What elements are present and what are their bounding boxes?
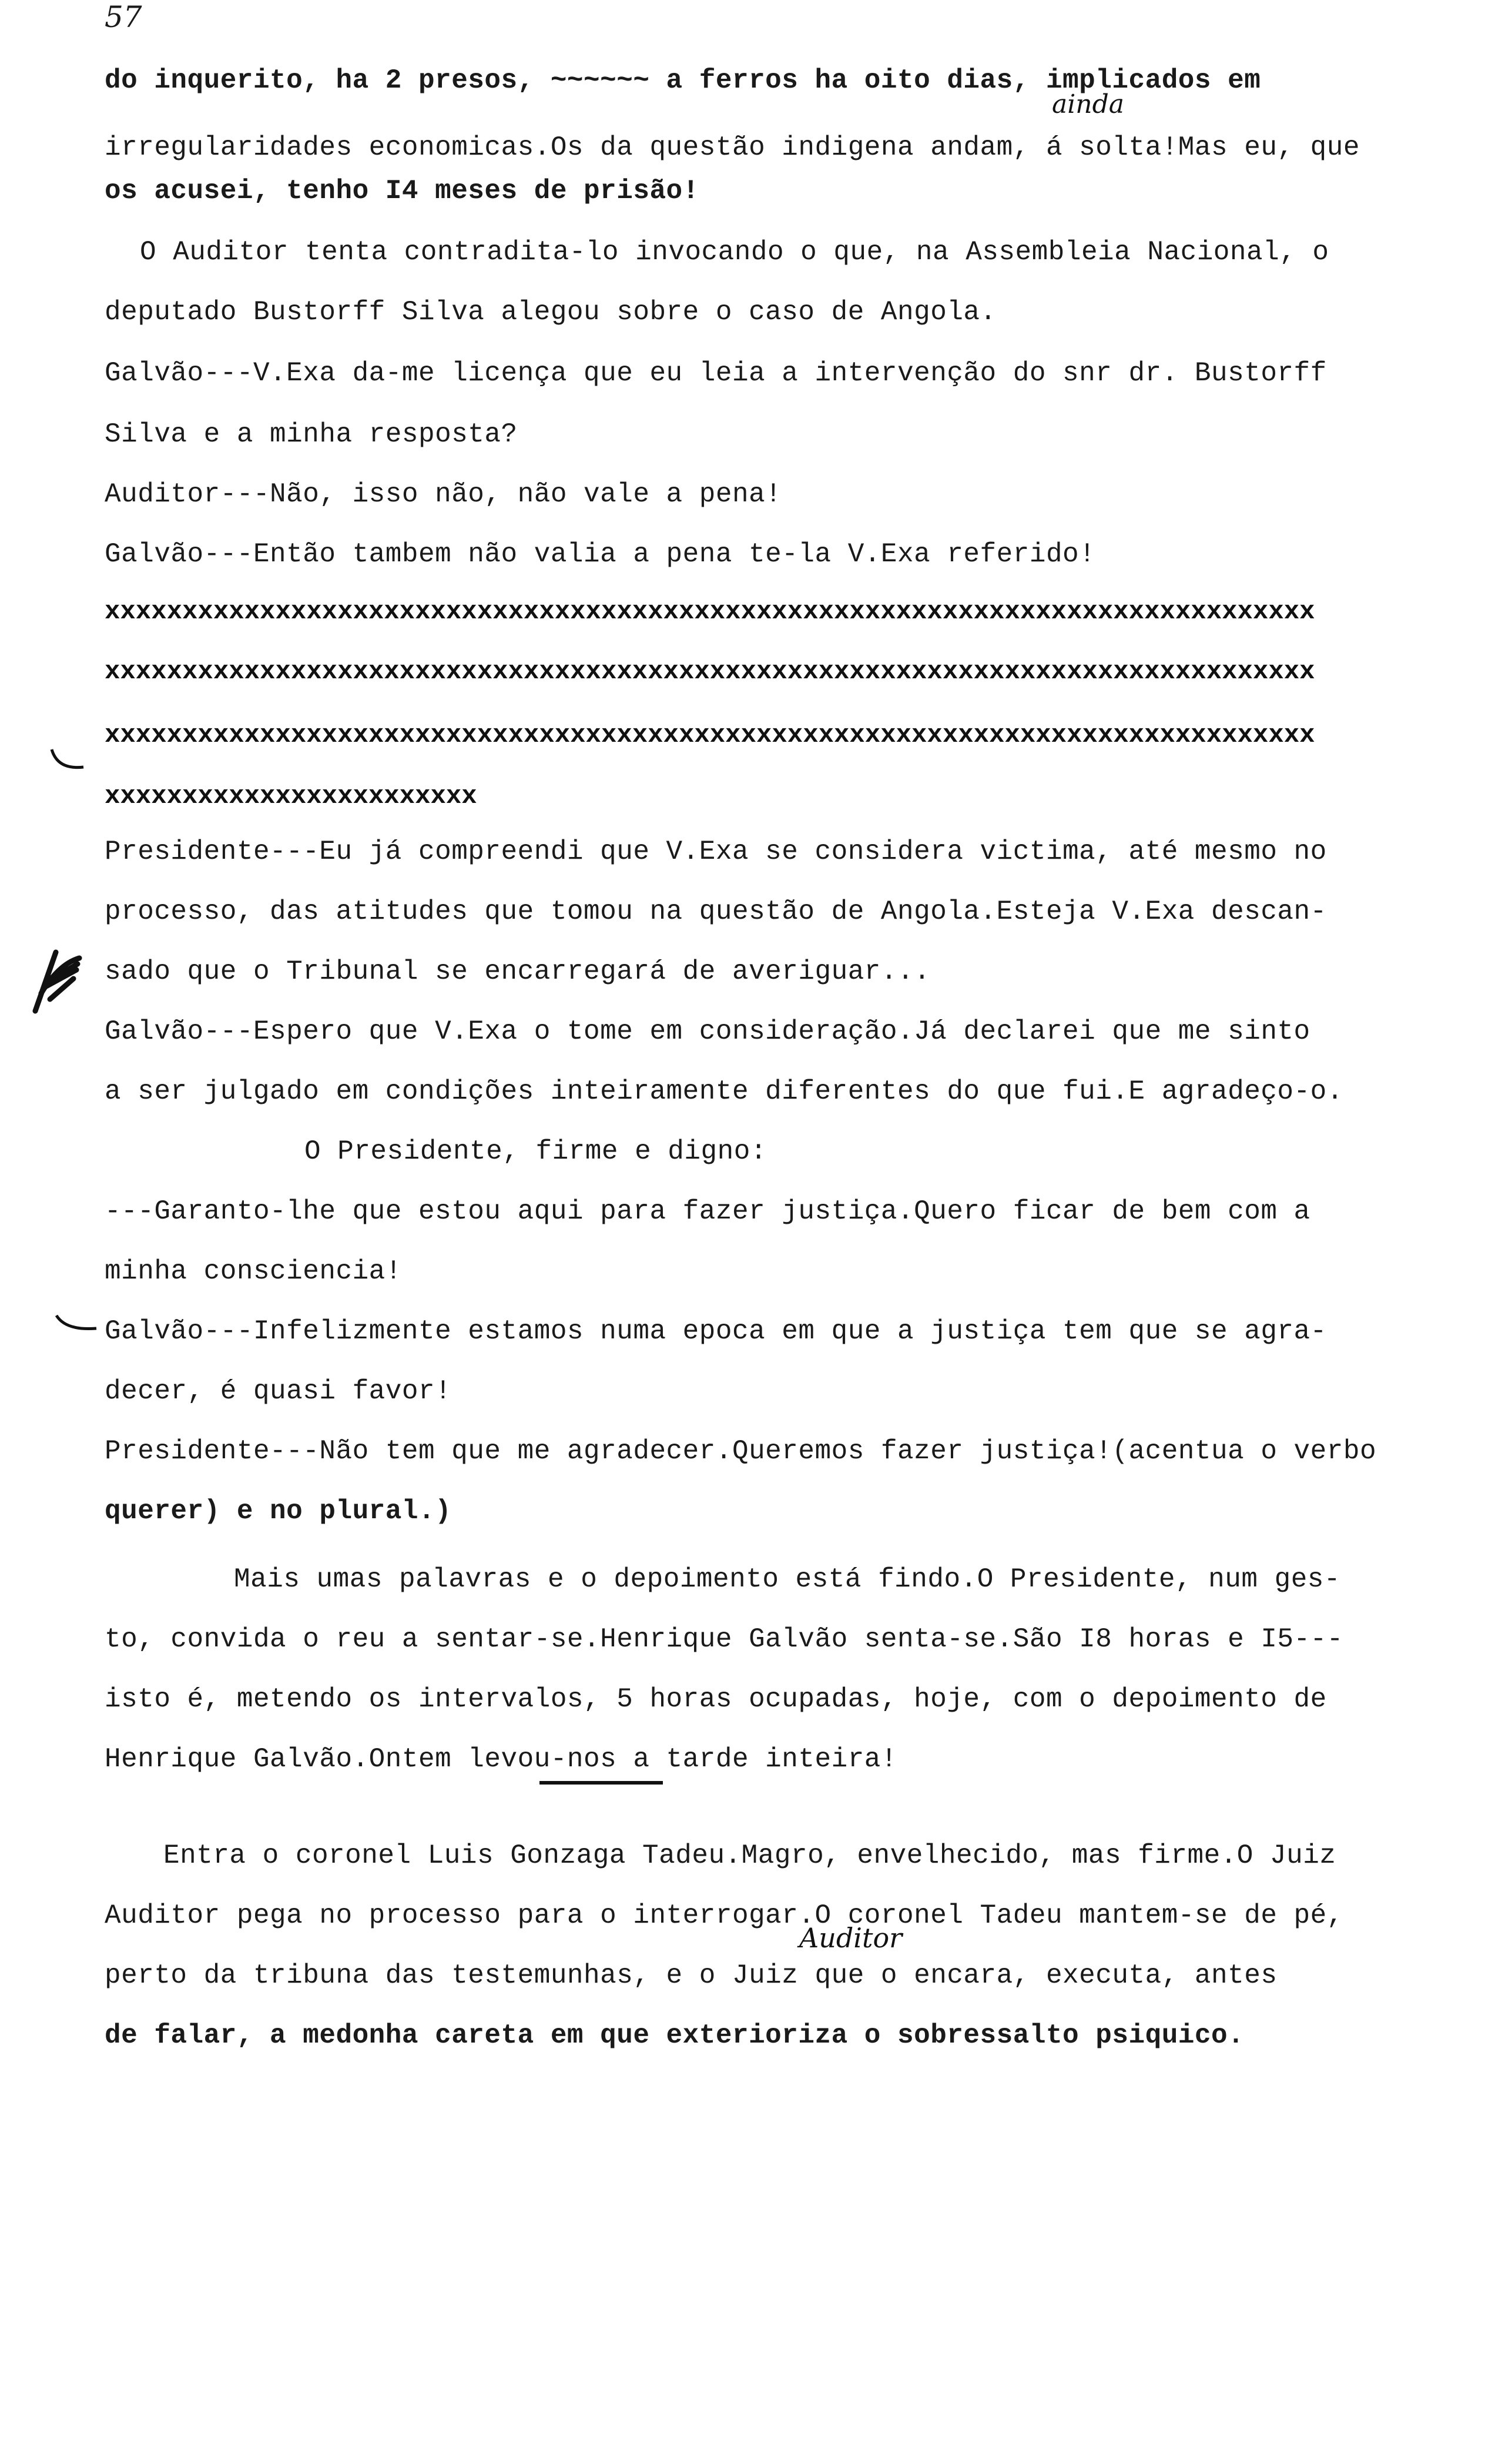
text-line-5: deputado Bustorff Silva alegou sobre o caso de Angola. — [105, 297, 997, 327]
text-line-12: sado que o Tribunal se encarregará de averiguar... — [105, 956, 931, 987]
text-line-1: do inquerito, ha 2 presos, ~~~~~~ a ferros ha oito dias, implicados em — [105, 65, 1261, 96]
text-line-8: Auditor---Não, isso não, não vale a pena! — [105, 479, 782, 510]
text-line-11: processo, das atitudes que tomou na questão de Angola.Esteja V.Exa descan- — [105, 896, 1327, 927]
text-line-18: Galvão---Infelizmente estamos numa epoca em que a justiça tem que se agra- — [105, 1316, 1327, 1347]
text-line-14: a ser julgado em condições inteiramente diferentes do que fui.E agradeço-o. — [105, 1076, 1343, 1107]
text-line-19: decer, é quasi favor! — [105, 1376, 452, 1407]
text-line-4: O Auditor tenta contradita-lo invocando o que, na Assembleia Nacional, o — [140, 237, 1329, 267]
struck-line-3: xxxxxxxxxxxxxxxxxxxxxxxxxxxxxxxxxxxxxxxxxxxxxxxxxxxxxxxxxxxxxxxxxxxxxxxxxxxxxx — [105, 721, 1315, 750]
page-number: 57 — [105, 0, 142, 34]
text-line-28: perto da tribuna das testemunhas, e o Juiz que o encara, executa, antes — [105, 1960, 1278, 1991]
text-line-25: Henrique Galvão.Ontem levou-nos a tarde inteira! — [105, 1744, 898, 1775]
text-line-22: Mais umas palavras e o depoimento está findo.O Presidente, num ges- — [234, 1564, 1341, 1595]
text-line-2: irregularidades economicas.Os da questão indigena andam, á solta!Mas eu, que — [105, 132, 1360, 163]
text-line-13: Galvão---Espero que V.Exa o tome em consideração.Já declarei que me sinto — [105, 1016, 1310, 1047]
margin-curve-mark-1 — [47, 744, 88, 779]
text-line-26: Entra o coronel Luis Gonzaga Tadeu.Magro, envelhecido, mas firme.O Juiz — [163, 1840, 1336, 1871]
text-line-3: os acusei, tenho I4 meses de prisão! — [105, 176, 699, 206]
text-line-20: Presidente---Não tem que me agradecer.Queremos fazer justiça!(acentua o verbo — [105, 1436, 1377, 1467]
margin-scribble-mark — [24, 946, 88, 1017]
margin-curve-mark-2 — [53, 1311, 100, 1340]
text-line-9: Galvão---Então tambem não valia a pena te-la V.Exa referido! — [105, 539, 1096, 570]
text-line-10: Presidente---Eu já compreendi que V.Exa se considera victima, até mesmo no — [105, 836, 1327, 867]
struck-line-2: xxxxxxxxxxxxxxxxxxxxxxxxxxxxxxxxxxxxxxxxxxxxxxxxxxxxxxxxxxxxxxxxxxxxxxxxxxxxxx — [105, 657, 1315, 687]
section-separator — [539, 1781, 663, 1785]
handwritten-auditor: Auditor — [799, 1922, 903, 1954]
text-line-7: Silva e a minha resposta? — [105, 419, 518, 450]
text-line-27: Auditor pega no processo para o interrogar.O coronel Tadeu mantem-se de pé, — [105, 1900, 1343, 1931]
struck-line-4: xxxxxxxxxxxxxxxxxxxxxxxx — [105, 782, 477, 811]
text-line-24: isto é, metendo os intervalos, 5 horas ocupadas, hoje, com o depoimento de — [105, 1684, 1327, 1715]
struck-line-1: xxxxxxxxxxxxxxxxxxxxxxxxxxxxxxxxxxxxxxxxxxxxxxxxxxxxxxxxxxxxxxxxxxxxxxxxxxxxxx — [105, 597, 1315, 627]
text-line-29: de falar, a medonha careta em que exterioriza o sobressalto psiquico. — [105, 2020, 1245, 2051]
handwritten-ainda: ainda — [1052, 89, 1125, 119]
text-line-21: querer) e no plural.) — [105, 1496, 452, 1526]
text-line-6: Galvão---V.Exa da-me licença que eu leia a intervenção do snr dr. Bustorff — [105, 358, 1327, 389]
text-line-23: to, convida o reu a sentar-se.Henrique Galvão senta-se.São I8 horas e I5--- — [105, 1624, 1343, 1655]
text-line-15: O Presidente, firme e digno: — [304, 1136, 767, 1167]
text-line-17: minha consciencia! — [105, 1256, 402, 1287]
text-line-16: ---Garanto-lhe que estou aqui para fazer justiça.Quero ficar de bem com a — [105, 1196, 1310, 1227]
